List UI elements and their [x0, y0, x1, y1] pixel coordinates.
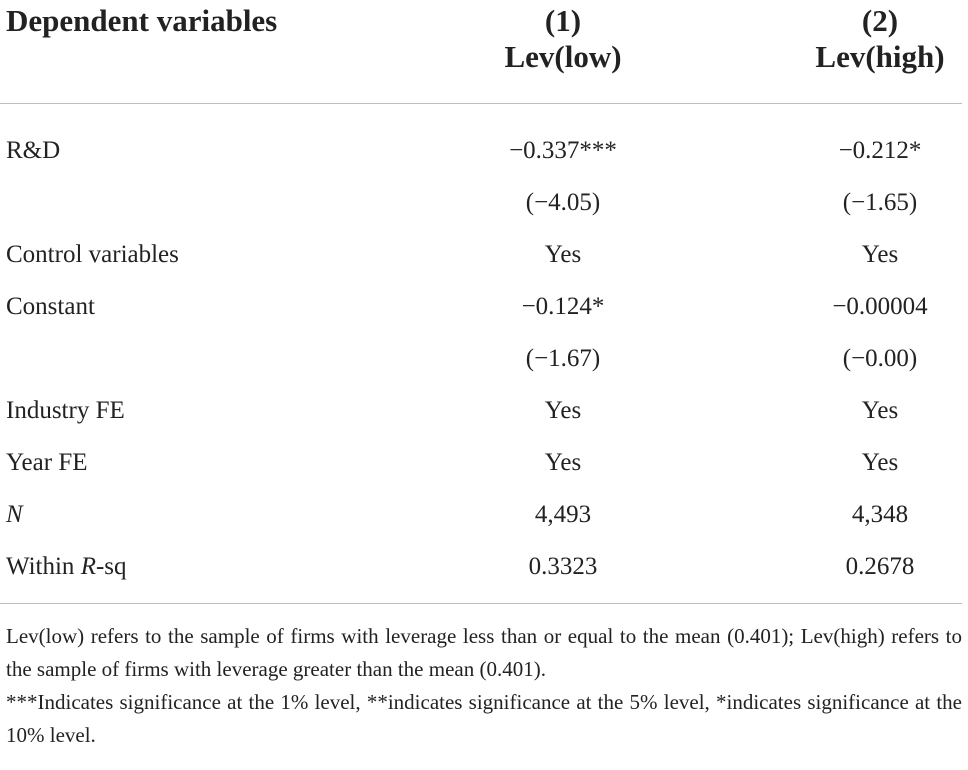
table-row [0, 500, 968, 552]
table-row [0, 292, 968, 344]
footnote-significance: ***Indicates significance at the 1% level, **indicates significance at the 5% level, *indicates significance at the 10% level. [6, 690, 962, 747]
row-label: R&D [6, 137, 61, 164]
cell-column-1: Yes [544, 397, 582, 424]
row-label: Industry FE [6, 397, 125, 424]
header-label: Dependent variables [6, 3, 278, 38]
table-footnote [6, 620, 962, 752]
cell-column-1: −0.337*** [509, 137, 617, 164]
table-row [0, 188, 968, 240]
header-column-1-name: Lev(low) [504, 39, 622, 74]
table-header [0, 0, 968, 100]
cell-column-2: Yes [861, 241, 899, 268]
table-row [0, 396, 968, 448]
row-label-prefix: Within [6, 553, 81, 580]
row-label: Year FE [6, 449, 88, 476]
cell-column-2: (−0.00) [842, 345, 918, 372]
row-label [6, 552, 127, 582]
cell-column-2: 0.2678 [845, 553, 915, 580]
table-row [0, 552, 968, 604]
row-label: Control variables [6, 241, 179, 268]
table-row [0, 448, 968, 500]
cell-column-1: −0.124* [521, 293, 605, 320]
cell-column-1: 4,493 [534, 501, 592, 528]
cell-column-2: Yes [861, 449, 899, 476]
header-column-2-name: Lev(high) [815, 39, 945, 74]
cell-column-1: (−1.67) [525, 345, 601, 372]
cell-column-1: Yes [544, 241, 582, 268]
cell-column-1: 0.3323 [528, 553, 598, 580]
row-label-suffix: -sq [95, 553, 127, 580]
table-row [0, 344, 968, 396]
header-divider [0, 103, 962, 104]
row-label-italic: R [80, 553, 96, 580]
cell-column-1: (−4.05) [525, 189, 601, 216]
footer-divider [0, 603, 962, 604]
header-column-2 [770, 3, 968, 75]
cell-column-2: Yes [861, 397, 899, 424]
table-row [0, 240, 968, 292]
row-label: N [6, 501, 23, 528]
header-column-1-number: (1) [544, 3, 582, 38]
cell-column-1: Yes [544, 449, 582, 476]
header-column-2-number: (2) [861, 3, 899, 38]
row-label: Constant [6, 293, 95, 320]
footnote-definition: Lev(low) refers to the sample of firms with leverage less than or equal to the mean (0.401); Lev(high) refers to the sample of firms with leverage greater than the mean (0.401). [6, 624, 962, 681]
cell-column-2: 4,348 [851, 501, 909, 528]
cell-column-2: −0.00004 [832, 293, 928, 320]
table-row [0, 136, 968, 188]
cell-column-2: −0.212* [838, 137, 922, 164]
header-column-1 [453, 3, 673, 75]
cell-column-2: (−1.65) [842, 189, 918, 216]
